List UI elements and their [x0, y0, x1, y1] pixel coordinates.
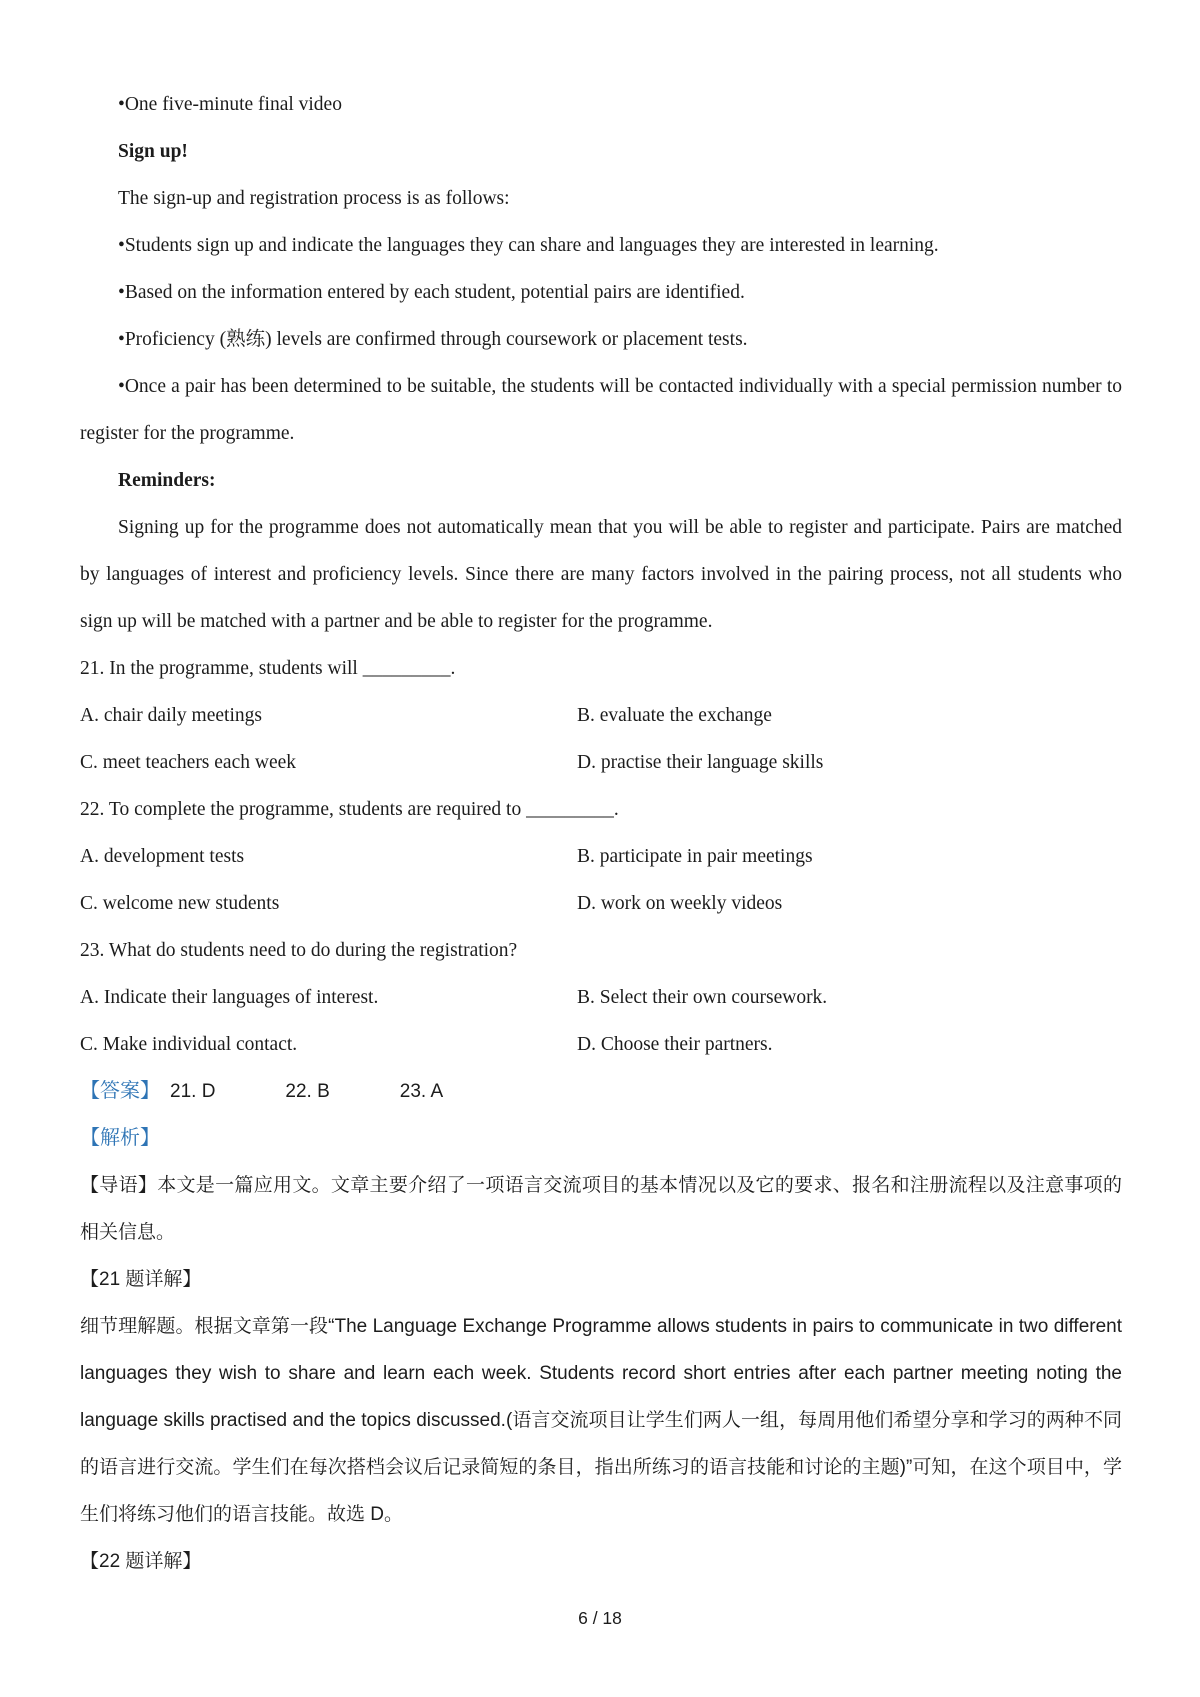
question-23-options-row-1	[80, 974, 1122, 1021]
process-intro: The sign-up and registration process is as follows:	[118, 188, 510, 209]
answer-22: 22. B	[285, 1081, 330, 1102]
question-23-option-a: A. Indicate their languages of interest.	[80, 987, 379, 1008]
signup-heading: Sign up!	[118, 141, 188, 162]
question-22-option-b: B. participate in pair meetings	[577, 846, 813, 867]
question-22-option-a: A. development tests	[80, 846, 245, 867]
answer-23: 23. A	[399, 1081, 444, 1102]
question-21-stem: 21. In the programme, students will _________.	[80, 658, 456, 679]
question-23-option-c: C. Make individual contact.	[80, 1034, 298, 1055]
question-23-options-row-2	[80, 1021, 1122, 1068]
question-23-option-d: D. Choose their partners.	[577, 1034, 773, 1055]
process-bullet-1: •Students sign up and indicate the languages they can share and languages they are interested in learning.	[118, 235, 939, 256]
reminders-heading: Reminders:	[118, 470, 216, 491]
question-22-option-d: D. work on weekly videos	[577, 893, 783, 914]
page-number: 6 / 18	[578, 1608, 622, 1628]
question-23-option-b: B. Select their own coursework.	[577, 987, 828, 1008]
question-22-options-row-1	[80, 833, 1122, 880]
question-22-option-c: C. welcome new students	[80, 893, 280, 914]
process-bullet-2: •Based on the information entered by each student, potential pairs are identified.	[118, 282, 745, 303]
explanation-q22-heading: 【22 题详解】	[80, 1551, 202, 1572]
explanation-intro: 【导语】本文是一篇应用文。文章主要介绍了一项语言交流项目的基本情况以及它的要求、报名和注册流程以及注意事项的相关信息。	[80, 1175, 1122, 1243]
question-21-option-a: A. chair daily meetings	[80, 705, 262, 726]
reminders-paragraph: Signing up for the programme does not automatically mean that you will be able to register and participate. Pairs are matched by languages of interest and proficiency levels. Since there are many factors involved in the pairing process, not all students who sign up will be matched with a partner and be able to register for the programme.	[80, 517, 1122, 632]
question-21-option-c: C. meet teachers each week	[80, 752, 297, 773]
question-21-options-row-1	[80, 692, 1122, 739]
explanation-q21-heading: 【21 题详解】	[80, 1269, 202, 1290]
passage-final-bullet: •One five-minute final video	[118, 94, 342, 115]
answer-label: 【答案】	[80, 1080, 160, 1102]
answer-21: 21. D	[170, 1081, 216, 1102]
question-21-options-row-2	[80, 739, 1122, 786]
answer-line	[80, 1068, 1122, 1115]
process-bullet-3: •Proficiency (熟练) levels are confirmed through coursework or placement tests.	[118, 329, 748, 350]
question-21-option-b: B. evaluate the exchange	[577, 705, 772, 726]
analysis-label: 【解析】	[80, 1127, 160, 1149]
question-22-stem: 22. To complete the programme, students are required to _________.	[80, 799, 619, 820]
question-22-options-row-2	[80, 880, 1122, 927]
analysis-line	[80, 1115, 1122, 1162]
question-21-option-d: D. practise their language skills	[577, 752, 824, 773]
explanation-q21-body: 细节理解题。根据文章第一段“The Language Exchange Programme allows students in pairs to communicate in two different languages they wish to share and learn each week. Students record short entries after each partner meeting noting the language skills practised and the topics discussed.(语言交流项目让学生们两人一组，每周用他们希望分享和学习的两种不同的语言进行交流。学生们在每次搭档会议后记录简短的条目，指出所练习的语言技能和讨论的主题)”可知，在这个项目中，学生们将练习他们的语言技能。故选 D。	[80, 1316, 1122, 1525]
process-bullet-4: •Once a pair has been determined to be suitable, the students will be contacted individually with a special permission number to register for the programme.	[80, 376, 1122, 444]
question-23-stem: 23. What do students need to do during the registration?	[80, 940, 518, 961]
